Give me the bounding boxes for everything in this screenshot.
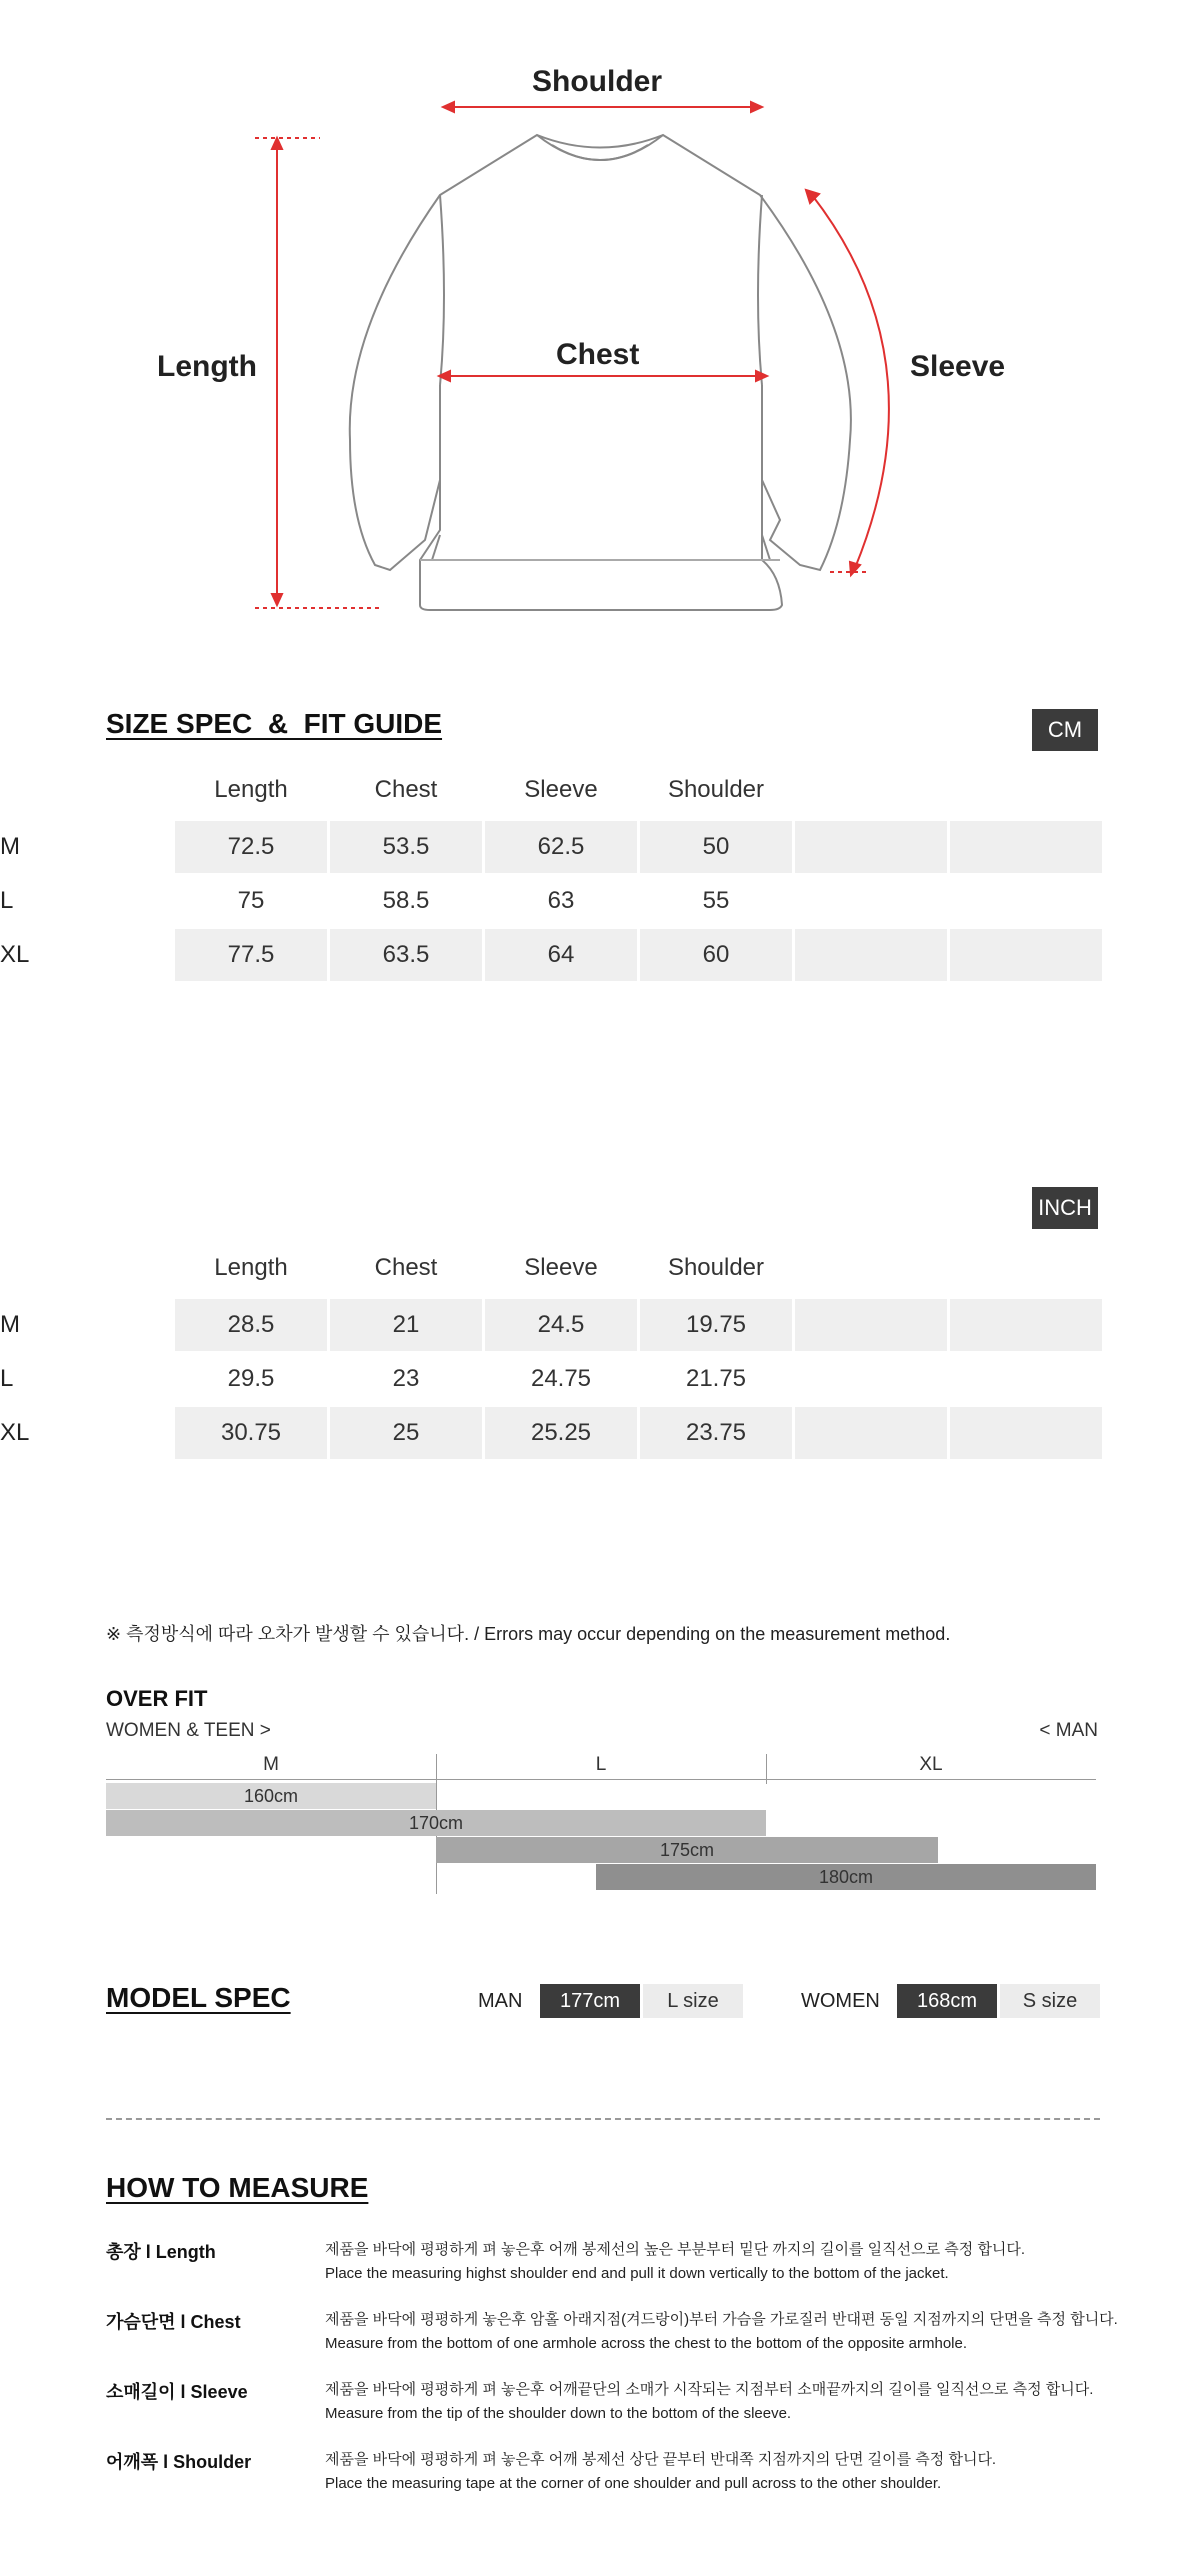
table-cell: 75 [237,887,265,914]
measurement-diagram [0,0,1201,640]
table-cell: 60 [640,929,792,981]
column-header: Sleeve [524,776,598,803]
size-table-cm [0,776,994,986]
table-row [0,1353,1110,1405]
table-cell: 50 [640,821,792,873]
unit-badge-cm: CM [1032,709,1098,751]
column-header: Shoulder [667,776,765,803]
model-spec-title: MODEL SPEC [106,1982,291,2013]
diagram-label-shoulder: Shoulder [532,65,663,98]
table-row [0,1407,1110,1459]
hm-en-length: Place the measuring highst shoulder end and pull it down vertically to the bottom of the jacket. [325,2265,949,2282]
how-to-measure-title: HOW TO MEASURE [106,2172,369,2203]
model-women-size: S size [1000,1984,1100,2018]
fit-size-xl: XL [919,1754,943,1775]
hm-en-sleeve: Measure from the tip of the shoulder down to the bottom of the sleeve. [325,2405,792,2422]
fit-size-l: L [595,1754,607,1775]
table-cell: 29.5 [227,1365,275,1392]
hm-label-shoulder: 어깨폭 l Shoulder [106,2452,252,2472]
hm-ko-shoulder: 제품을 바닥에 평평하게 펴 놓은후 어깨 봉제선 상단 끝부터 반대쪽 지점까지의 단면 길이를 측정 합니다. [325,2451,997,2468]
hm-label-chest: 가슴단면 l Chest [106,2312,241,2332]
garment-outline [350,135,851,610]
hm-ko-length: 제품을 바닥에 평평하게 펴 놓은후 어깨 봉제선의 높은 부분부터 밑단 까지의 길이를 일직선으로 측정 합니다. [325,2241,1026,2258]
fit-chart-left-label: WOMEN & TEEN > [106,1720,271,1741]
column-header: Length [214,776,288,803]
model-women-height: 168cm [897,1984,997,2018]
hm-label-length: 총장 l Length [106,2242,216,2262]
table-row [0,1299,1110,1351]
table-cell: 63.5 [330,929,482,981]
table-cell: 53.5 [330,821,482,873]
table-cell: 25.25 [485,1407,637,1459]
table-cell: 63 [547,887,575,914]
column-header: Shoulder [667,1254,765,1281]
table-cell [795,929,947,981]
fit-bar-170: 170cm [106,1810,766,1836]
model-women-label: WOMEN [801,1990,880,2012]
model-man-height: 177cm [540,1984,640,2018]
table-cell: 64 [485,929,637,981]
table-cell: 21.75 [685,1365,747,1392]
fit-bar-175: 175cm [436,1837,938,1863]
table-cell: 24.5 [485,1299,637,1351]
table-cell [950,821,1102,873]
size-table-inch [0,1254,994,1464]
row-size-label: XL [0,941,30,968]
row-size-label: XL [0,1419,30,1446]
table-cell: 72.5 [175,821,327,873]
table-cell [950,1299,1102,1351]
column-header [795,776,947,806]
section-divider [106,2118,1100,2120]
column-header: Chest [374,776,438,803]
table-cell [795,1353,947,1405]
column-header [795,1254,947,1284]
table-cell: 23 [392,1365,420,1392]
column-header: Length [214,1254,288,1281]
fit-axis-line [106,1779,1096,1780]
table-cell: 77.5 [175,929,327,981]
table-cell [795,1299,947,1351]
hm-en-shoulder: Place the measuring tape at the corner of one shoulder and pull across to the other shoulder. [325,2475,942,2492]
table-cell [950,929,1102,981]
size-spec-title: SIZE SPEC & FIT GUIDE [106,708,443,739]
diagram-label-sleeve: Sleeve [910,350,1006,383]
table-cell [795,1407,947,1459]
table-cell [950,1353,1102,1405]
table-cell: 30.75 [175,1407,327,1459]
unit-badge-inch: INCH [1032,1187,1098,1229]
row-size-label: M [0,833,20,860]
hm-ko-sleeve: 제품을 바닥에 평평하게 펴 놓은후 어깨끝단의 소매가 시작되는 지점부터 소매끝까지의 길이를 일직선으로 측정 합니다. [325,2381,1094,2398]
row-size-label: M [0,1311,20,1338]
fit-bar-180: 180cm [596,1864,1096,1890]
table-cell [950,1407,1102,1459]
table-cell: 21 [330,1299,482,1351]
table-cell: 28.5 [175,1299,327,1351]
hm-ko-chest: 제품을 바닥에 평평하게 놓은후 암홀 아래지점(겨드랑이)부터 가슴을 가로질러 반대편 동일 지점까지의 단면을 측정 합니다. [325,2311,1118,2328]
model-man-size: L size [643,1984,743,2018]
hm-label-sleeve: 소매길이 l Sleeve [106,2382,248,2402]
table-row [0,929,1110,981]
fit-chart [106,1752,1096,1896]
table-cell [795,821,947,873]
table-row [0,821,1110,873]
fit-chart-title: OVER FIT [106,1686,208,1711]
table-cell: 55 [702,887,730,914]
table-cell: 58.5 [382,887,430,914]
fit-size-m: M [263,1754,279,1775]
hm-en-chest: Measure from the bottom of one armhole across the chest to the bottom of the opposite armhole. [325,2335,968,2352]
fit-bar-160: 160cm [106,1783,436,1809]
table-cell [950,875,1102,927]
row-size-label: L [0,887,14,914]
row-size-label: L [0,1365,14,1392]
table-cell: 19.75 [640,1299,792,1351]
table-cell: 62.5 [485,821,637,873]
fit-divider-2 [766,1754,767,1784]
column-header: Sleeve [524,1254,598,1281]
table-cell: 24.75 [530,1365,592,1392]
model-man-label: MAN [478,1990,523,2012]
table-cell: 25 [330,1407,482,1459]
column-header: Chest [374,1254,438,1281]
column-header [950,1254,1102,1284]
measurement-note: ※ 측정방식에 따라 오차가 발생할 수 있습니다. / Errors may occur depending on the measurement method. [106,1624,951,1644]
fit-chart-right-label: < MAN [1039,1720,1098,1741]
table-cell [795,875,947,927]
diagram-label-chest: Chest [556,338,640,371]
column-header [950,776,1102,806]
diagram-label-length: Length [157,350,257,383]
table-cell: 23.75 [640,1407,792,1459]
table-row [0,875,1110,927]
